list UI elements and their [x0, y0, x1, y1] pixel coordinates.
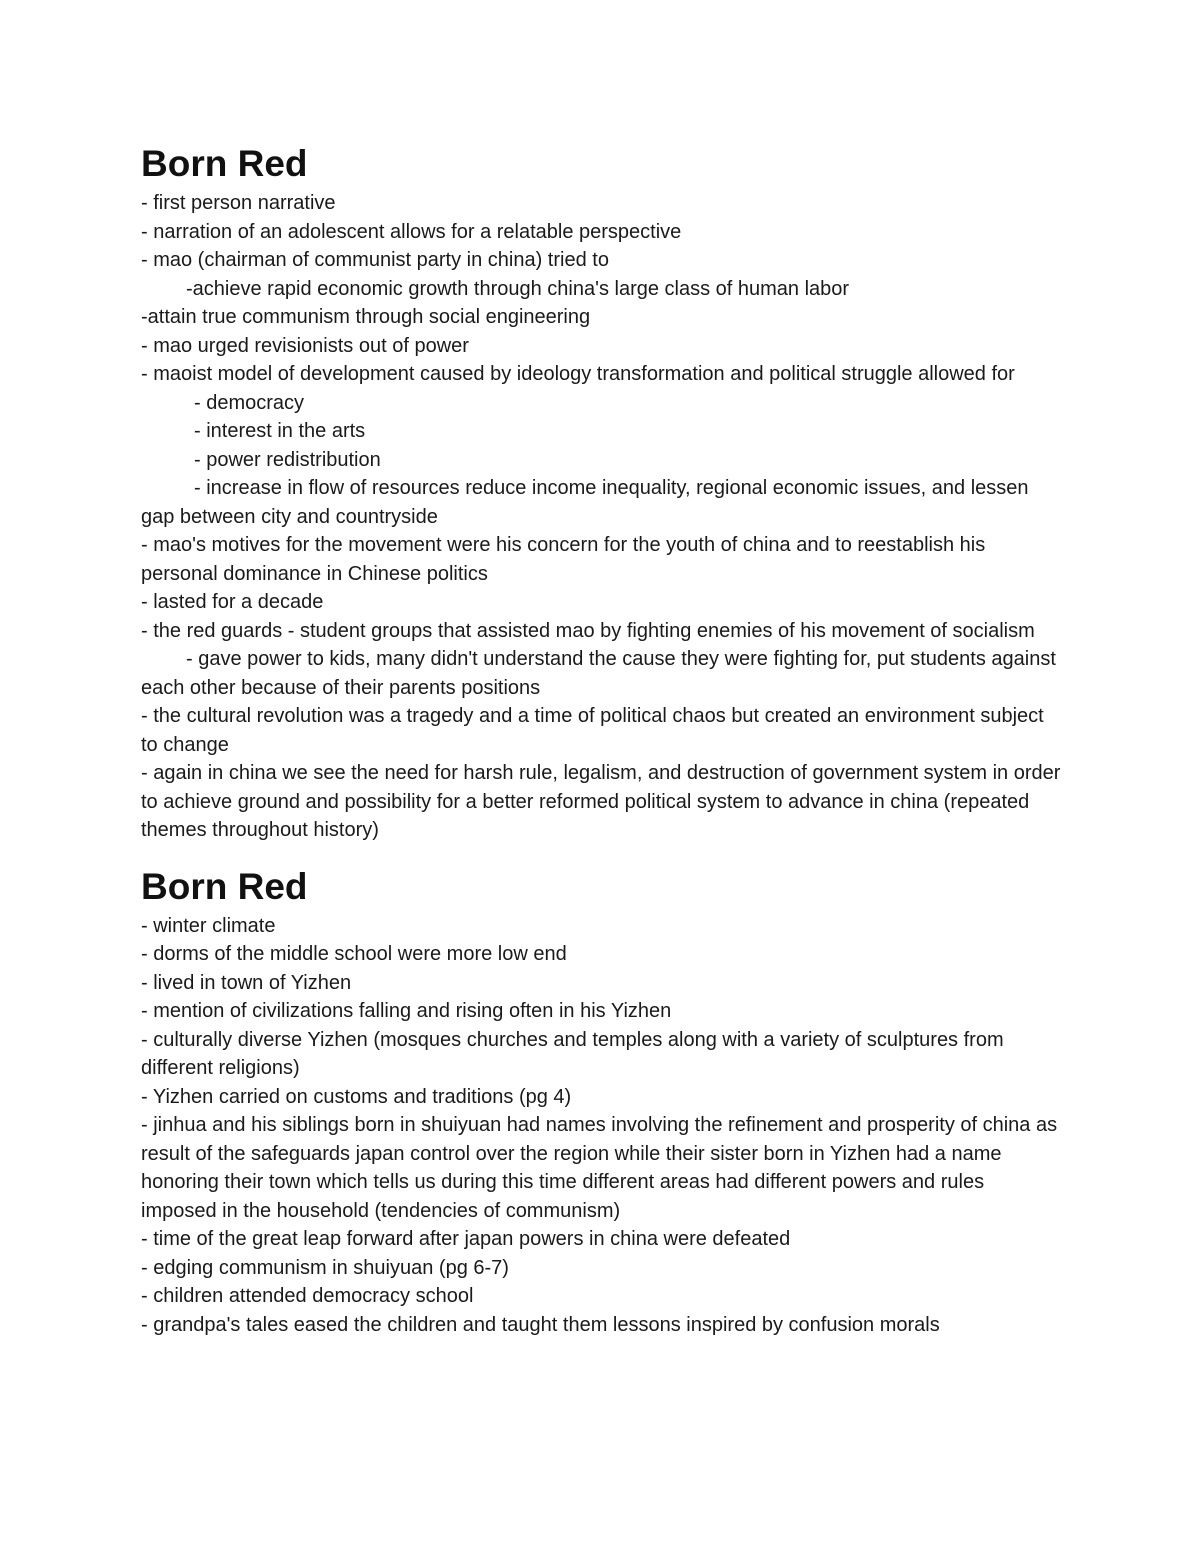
note-line-indented: - power redistribution — [194, 448, 381, 471]
note-line: - Yizhen carried on customs and traditions (pg 4) — [141, 1085, 572, 1108]
note-line: - lasted for a decade — [141, 591, 324, 613]
document-page — [141, 140, 1061, 1339]
note-line-indented: - increase in flow of resources reduce income inequality, regional economic issues, and lessen gap between city and countryside — [141, 477, 1029, 528]
note-line: - dorms of the middle school were more low end — [141, 943, 567, 965]
note-line: - narration of an adolescent allows for a relatable perspective — [141, 220, 682, 243]
note-line: - edging communism in shuiyuan (pg 6-7) — [141, 1256, 509, 1279]
note-line: - mao's motives for the movement were his concern for the youth of china and to reestablish his personal dominance in Chinese politics — [141, 534, 986, 585]
note-line: - culturally diverse Yizhen (mosques churches and temples along with a variety of sculptures from different religions) — [141, 1028, 1004, 1079]
note-line: - lived in town of Yizhen — [141, 971, 352, 994]
note-line: -attain true communism through social engineering — [141, 306, 591, 328]
note-line: - again in china we see the need for harsh rule, legalism, and destruction of government system in order to achieve ground and possibility for a better reformed political system to advance in china (repeated themes throughout history) — [141, 762, 1061, 841]
note-line: - grandpa's tales eased the children and taught them lessons inspired by confusion morals — [141, 1313, 940, 1336]
note-list — [141, 912, 1061, 1340]
note-line: - winter climate — [141, 914, 276, 937]
note-line: - first person narrative — [141, 192, 336, 214]
note-line: - the red guards - student groups that assisted mao by fighting enemies of his movement of socialism — [141, 619, 1035, 642]
note-line: - maoist model of development caused by ideology transformation and political struggle allowed for — [141, 363, 1015, 385]
notes-section-1 — [141, 140, 1061, 845]
note-list — [141, 189, 1061, 845]
note-line-indented: - democracy — [194, 391, 305, 414]
note-line-indented: -achieve rapid economic growth through china's large class of human labor — [186, 277, 850, 300]
section-heading: Born Red — [141, 143, 308, 184]
note-line: - the cultural revolution was a tragedy and a time of political chaos but created an environment subject to change — [141, 705, 1044, 756]
note-line: - jinhua and his siblings born in shuiyuan had names involving the refinement and prosperity of china as result of the safeguards japan control over the region while their sister born in Yizhen had a name honoring their town which tells us during this time different areas had different powers and rules imposed in the household (tendencies of communism) — [141, 1114, 1058, 1222]
note-line: - mao (chairman of communist party in china) tried to — [141, 249, 609, 271]
note-line: - mention of civilizations falling and rising often in his Yizhen — [141, 1000, 672, 1022]
notes-section-2 — [141, 863, 1061, 1340]
note-line: - children attended democracy school — [141, 1285, 474, 1307]
note-line: - time of the great leap forward after japan powers in china were defeated — [141, 1228, 791, 1250]
note-line-indented: - gave power to kids, many didn't understand the cause they were fighting for, put students against each other because of their parents positions — [141, 648, 1056, 699]
section-heading: Born Red — [141, 865, 308, 907]
note-line-indented: - interest in the arts — [194, 420, 366, 442]
note-line: - mao urged revisionists out of power — [141, 334, 469, 357]
